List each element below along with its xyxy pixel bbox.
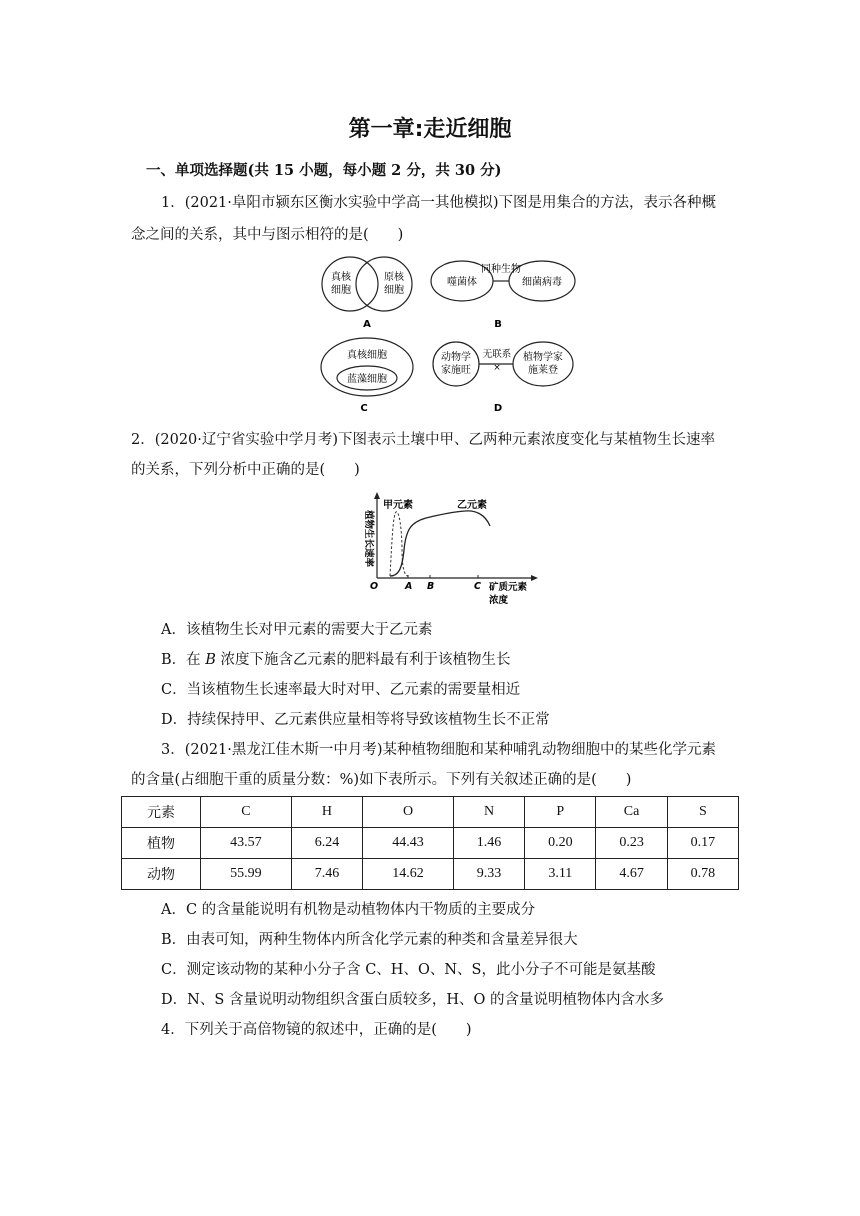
fig-d-caption: D — [493, 403, 503, 414]
graph-series-jia-label: 甲元素 — [383, 500, 413, 511]
q1-figure-a — [322, 257, 412, 330]
table-header-cell: N — [453, 797, 524, 828]
fig-d-link-label: 无联系 — [482, 349, 512, 360]
fig-d-left-label2: 家施旺 — [441, 365, 471, 376]
q3-stem-line1: 3．(2021·黑龙江佳木斯一中月考)某种植物细胞和某种哺乳动物细胞中的某些化学元素 — [161, 742, 717, 758]
q3-option-b: B．由表可知，两种生物体内所含化学元素的种类和含量差异很大 — [161, 932, 578, 948]
graph-x-label-line2: 浓度 — [489, 595, 509, 606]
table-header-cell: P — [525, 797, 596, 828]
q3-stem-line2: 的含量(占细胞干重的质量分数：%)如下表所示。下列有关叙述正确的是( ) — [131, 772, 632, 788]
table-cell: 动物 — [122, 859, 201, 890]
graph-tick-a: A — [405, 581, 413, 592]
q2-option-b: B．在 B 浓度下施含乙元素的肥料最有利于该植物生长 — [161, 652, 511, 668]
q2-option-d: D．持续保持甲、乙元素供应量相等将导致该植物生长不正常 — [161, 712, 550, 728]
table-cell: 9.33 — [453, 859, 524, 890]
table-header-cell: H — [291, 797, 362, 828]
q3-option-d: D．N、S 含量说明动物组织含蛋白质较多，H、O 的含量说明植物体内含水多 — [161, 992, 664, 1008]
table-cell: 55.99 — [201, 859, 292, 890]
table-cell: 43.57 — [201, 828, 292, 859]
fig-a-left-label2: 细胞 — [331, 285, 351, 296]
table-cell: 0.20 — [525, 828, 596, 859]
fig-d-right-label2: 施莱登 — [528, 365, 558, 376]
fig-c-outer-label: 真核细胞 — [347, 350, 387, 361]
table-header-cell: S — [667, 797, 738, 828]
fig-a-right-label2: 细胞 — [384, 285, 404, 296]
graph-tick-c: C — [474, 581, 481, 592]
q1-stem-line1: 1．(2021·阜阳市颍东区衡水实验中学高一其他模拟)下图是用集合的方法，表示各种概 — [161, 195, 717, 211]
q3-option-c: C．测定该动物的某种小分子含 C、H、O、N、S，此小分子不可能是氨基酸 — [161, 962, 656, 978]
table-header-row — [122, 797, 739, 828]
fig-c-inner-label: 蓝藻细胞 — [347, 374, 387, 385]
table-cell: 1.46 — [453, 828, 524, 859]
fig-d-right-label1: 植物学家 — [523, 352, 563, 363]
fig-d-cross-mark: × — [493, 363, 501, 373]
q2-stem-line2: 的关系，下列分析中正确的是( ) — [131, 462, 360, 478]
q1-figure-d — [433, 342, 573, 414]
q2-graph — [350, 490, 550, 608]
q2-option-b-italic: B — [205, 652, 216, 668]
table-cell: 44.43 — [363, 828, 454, 859]
q1-figures — [310, 250, 595, 420]
graph-origin-label: O — [370, 581, 379, 592]
fig-d-left-label1: 动物学 — [441, 352, 471, 363]
table-header-cell: 元素 — [122, 797, 201, 828]
page-title: 第一章:走近细胞 — [348, 117, 512, 142]
fig-b-caption: B — [494, 319, 502, 330]
table-cell: 4.67 — [596, 859, 667, 890]
q1-figure-b — [431, 261, 575, 330]
table-cell: 14.62 — [363, 859, 454, 890]
table-cell: 植物 — [122, 828, 201, 859]
table-header-cell: Ca — [596, 797, 667, 828]
table-cell: 0.78 — [667, 859, 738, 890]
table-cell: 3.11 — [525, 859, 596, 890]
table-header-cell: O — [363, 797, 454, 828]
graph-series-yi-curve — [390, 511, 490, 576]
fig-a-caption: A — [363, 319, 371, 330]
graph-y-axis-label: 植物生长速率 — [363, 510, 374, 568]
graph-tick-b: B — [427, 581, 435, 592]
graph-series-yi-label: 乙元素 — [457, 500, 487, 511]
table-cell: 7.46 — [291, 859, 362, 890]
fig-b-right-label: 细菌病毒 — [522, 277, 562, 288]
table-cell: 6.24 — [291, 828, 362, 859]
fig-a-right-label: 原核 — [384, 272, 404, 283]
table-row — [122, 859, 739, 890]
table-cell: 0.17 — [667, 828, 738, 859]
q4-stem-line1: 4．下列关于高倍物镜的叙述中，正确的是( ) — [161, 1022, 472, 1038]
q1-stem-line2: 念之间的关系，其中与图示相符的是( ) — [131, 227, 404, 243]
graph-x-label-line1: 矿质元素 — [489, 582, 528, 593]
table-cell: 0.23 — [596, 828, 667, 859]
q2-stem-line1: 2．(2020·辽宁省实验中学月考)下图表示土壤中甲、乙两种元素浓度变化与某植物生长速率 — [131, 432, 716, 448]
q2-option-c: C．当该植物生长速率最大时对甲、乙元素的需要量相近 — [161, 682, 521, 698]
q1-figure-c — [321, 338, 413, 414]
fig-c-caption: C — [360, 403, 368, 414]
element-content-table — [121, 796, 739, 890]
fig-b-left-label: 噬菌体 — [447, 277, 477, 288]
q3-option-a: A．C 的含量能说明有机物是动植物体内干物质的主要成分 — [161, 902, 536, 918]
section-heading: 一、单项选择题(共 15 小题，每小题 2 分，共 30 分) — [146, 162, 502, 179]
fig-a-left-label: 真核 — [331, 272, 351, 283]
table-row — [122, 828, 739, 859]
table-header-cell: C — [201, 797, 292, 828]
fig-b-link-label: 同种生物 — [481, 264, 521, 275]
q2-option-a: A．该植物生长对甲元素的需要大于乙元素 — [161, 622, 433, 638]
